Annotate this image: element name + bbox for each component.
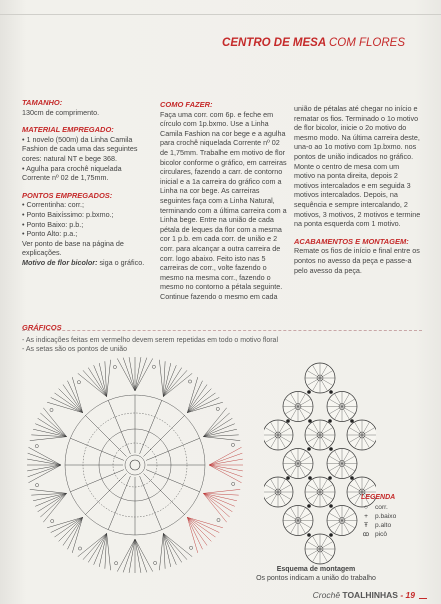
join-point [328,476,332,480]
legend-label: picô [375,531,388,538]
flower-motif-chart [22,352,248,578]
chart-fan-stitch [28,465,61,477]
top-edge [0,0,441,15]
footer-magazine: TOALHINHAS [342,590,398,600]
legend-item-palto [361,521,417,530]
chart-fan-stitch [63,517,83,545]
legend-item-pbaixo [361,512,417,521]
ponto-item: • Ponto Alto: p.a.; [22,229,78,239]
chart-fan-stitch [94,365,107,396]
column-materials [22,98,150,268]
graficos-note-2: - As setas são os pontos de união [22,346,128,353]
chart-fan-stitch [83,370,107,396]
chart-fan-stitch [123,358,135,391]
chart-fan-stitch [163,365,176,396]
legend-label: p.baixo [375,513,397,520]
chart-fan-stitch [135,539,147,572]
chart-fan-stitch [31,493,66,495]
chart-picot [115,562,118,565]
double-crochet-icon: Ŧ [363,522,369,529]
chart-picot [232,482,235,485]
continuation-text: união de pétalas até chegar no início e rematar os fios. Terminado o 1o motivo de flor bicolor, inicie o 2o motivo do mesmo modo. Na última carreira deste, una-o ao 1o motivo com 1p.bxmo. nos pontos de união indicados no gráfico. Monte o centro de mesa com um motivo na ponta direita, depois 2 motivos intercalados e em seguida 3 motivos intercalados. Depois, na sequência e sempre intercalando, 2 motivos, 3 motivos, 2 motivos e termine na ponta esquerda com 1 motivo. [294,104,421,229]
chart-fan-stitch [209,453,242,465]
chart-picot [189,546,192,549]
montagem-caption: Os pontos indicam a união do trabalho [256,575,376,582]
chart-fan-stitch [203,437,240,441]
footer-brand: Crochê [312,590,343,600]
join-point [307,533,311,537]
join-point [286,476,290,480]
chart-fan-stitch [159,360,163,397]
chart-fan-stitch [83,533,107,559]
chart-fan-stitch [203,493,238,495]
chart-fan-stitch [187,517,219,532]
heading-como-fazer: COMO FAZER: [160,100,213,109]
chart-fan-stitch [107,533,111,570]
chart-fan-stitch [28,453,61,465]
chart-fan-stitch [187,393,215,413]
chart-fan-stitch [105,533,107,568]
title-sub: COM FLORES [328,37,405,49]
chart-fan-stitch [94,533,107,564]
chart-center-ring [130,460,140,470]
single-crochet-icon: + [364,513,368,520]
chart-fan-stitch [35,424,66,437]
page-footer [313,590,415,600]
chart-fan-stitch [187,517,202,549]
chart-picot [231,443,234,446]
chart-fan-stitch [203,493,229,517]
legend-item-pico [361,530,417,539]
chart-fan-stitch [63,385,83,413]
graficos-note-1: - As indicações feitas em vermelho devem serem repetidas em todo o motivo floral [22,337,279,344]
legend-label: p.alto [375,522,392,529]
chart-spoke [70,470,124,492]
chart-fan-stitch [105,361,107,396]
chart-fan-stitch [35,493,66,506]
chart-spoke [146,438,200,460]
ponto-item: • Correntinha: corr.; [22,200,85,210]
title-main: CENTRO DE MESA [222,37,326,49]
chart-picot [51,519,54,522]
chart-picot [217,518,220,521]
chart-spoke [108,400,130,454]
heading-material: MATERIAL EMPREGADO: [22,125,114,135]
chart-fan-stitch [203,424,234,437]
chart-fan-stitch [163,361,165,396]
column-continuation [294,104,422,275]
page-title [222,37,405,49]
chart-round [125,455,145,475]
chart-picot [216,407,219,410]
motivo-text: siga o gráfico. [97,257,145,267]
chart-fan-stitch [203,489,240,493]
picot-icon: ꝏ [362,531,370,538]
assembly-diagram [264,360,376,566]
section-divider [22,330,422,331]
chart-fan-stitch [51,517,83,532]
join-point [308,476,312,480]
join-point [307,390,311,394]
chart-fan-stitch [88,368,106,397]
chart-fan-stitch [67,517,82,549]
join-point [350,476,354,480]
chart-picot [50,408,53,411]
join-point [350,419,354,423]
chart-fan-stitch [203,435,238,437]
ponto-base-note: Ver ponto de base na página de explicações. [22,238,124,258]
montagem-title: Esquema de montagem [276,566,356,573]
heading-tamanho: TAMANHO: [22,98,63,107]
chart-picot [35,445,38,448]
chart-fan-stitch [187,381,202,413]
chart-fan-stitch [88,533,106,562]
join-point [329,390,333,394]
chart-fan-stitch [163,533,165,568]
chart-fan-stitch [40,413,66,437]
chart-fan-stitch [163,533,176,564]
motivo-line [22,258,150,268]
heading-graficos: GRÁFICOS [22,323,62,332]
chart-fan-stitch [203,413,229,437]
chart-fan-stitch [123,539,135,572]
agulha-text: • Agulha para crochê niquelada Corrente nº 02 de 1,75mm. [22,163,122,183]
chart-fan-stitch [159,533,163,570]
chart-fan-stitch [203,418,232,436]
ponto-item: • Ponto Baixo: p.b.; [22,219,84,229]
join-point [307,504,311,508]
chart-fan-stitch [187,517,215,537]
chart-fan-stitch [203,493,234,506]
chart-picot [77,381,80,384]
chart-fan-stitch [40,493,66,517]
chart-fan-stitch [163,533,187,559]
join-point [328,419,332,423]
chart-spoke [70,438,124,460]
como-fazer-text: Faça uma corr. com 6p. e feche em círculo com 1p.bxmo. Use a Linha Camila Fashion na cor bege e a agulha para crochê niquelada Corrente nº 02 de 1,75mm. Trabalhe em motivo de flor bicolor conforme o gráfico, em carreiras circulares, fazendo a carr. de contorno inicial e a 1a carreira do gráfico com a Linha na cor bege. As carreiras seguintes faça com a Linha Natural, terminando com a última carreira com a Linha bege. Entre na união de cada pétala de leques da flor com a mesma cor 1 p.b. em cada corr. de união e 2 corr. para alcançar a outra carreira de corr. logo abaixo. Feito isto nas 5 carreiras de corr., volte fazendo o mesmo na mesma corr., fazendo o mesmo no contorno a pétala seguinte. Continue fazendo o mesmo em cada [160,109,287,301]
join-point [329,504,333,508]
chart-fan-stitch [51,397,83,412]
column-como-fazer [160,100,288,301]
chart-fan-stitch [163,533,181,562]
acabamentos-text: Remate os fios de início e final entre os pontos no avesso da peça e passe-a pelo avesso da peça. [294,246,420,275]
legend-label: corr. [375,504,388,511]
chart-spoke [143,416,184,457]
ponto-item: • Ponto Baixíssimo: p.bxmo.; [22,209,114,219]
chart-picot [78,547,81,550]
join-point [308,419,312,423]
chart-fan-stitch [55,393,83,413]
chart-picot [188,380,191,383]
chart-spoke [146,470,200,492]
chart-fan-stitch [107,360,111,397]
chart-fan-stitch [31,435,66,437]
heading-acabamentos: ACABAMENTOS E MONTAGEM: [294,236,409,246]
chart-fan-stitch [135,358,147,391]
heading-pontos: PONTOS EMPREGADOS: [22,190,113,200]
chart-fan-stitch [30,489,67,493]
motivo-label: Motivo de flor bicolor: [22,257,98,267]
chart-spoke [108,476,130,530]
chart-spoke [140,400,162,454]
legend-item-corr [361,503,417,512]
footer-page-number: - 19 [397,590,415,600]
join-point [286,419,290,423]
material-text: • 1 novelo (500m) da Linha Camila Fashion de cada uma das seguintes cores: natural NT e bege 368. [22,134,138,163]
chart-picot [152,365,155,368]
footer-rule [419,598,427,599]
chart-picot [113,365,116,368]
chart-fan-stitch [38,493,67,511]
chart-fan-stitch [187,385,207,413]
join-point [329,533,333,537]
chart-fan-stitch [67,381,82,413]
chart-spoke [140,476,162,530]
chart-picot [154,561,157,564]
legend-title: LEGENDA [361,494,396,501]
chart-fan-stitch [203,493,232,511]
tamanho-text: 130cm de comprimento. [22,107,100,117]
chart-fan-stitch [30,437,67,441]
legend [361,493,417,539]
chart-fan-stitch [163,368,181,397]
chart-fan-stitch [209,465,242,477]
chart-fan-stitch [163,370,187,396]
join-point [307,447,311,451]
chart-fan-stitch [55,517,83,537]
chart-fan-stitch [38,418,67,436]
chart-fan-stitch [187,397,219,412]
chain-symbol-icon: ○ [364,504,368,511]
chart-fan-stitch [187,517,207,545]
join-point [329,447,333,451]
chart-picot [35,484,38,487]
